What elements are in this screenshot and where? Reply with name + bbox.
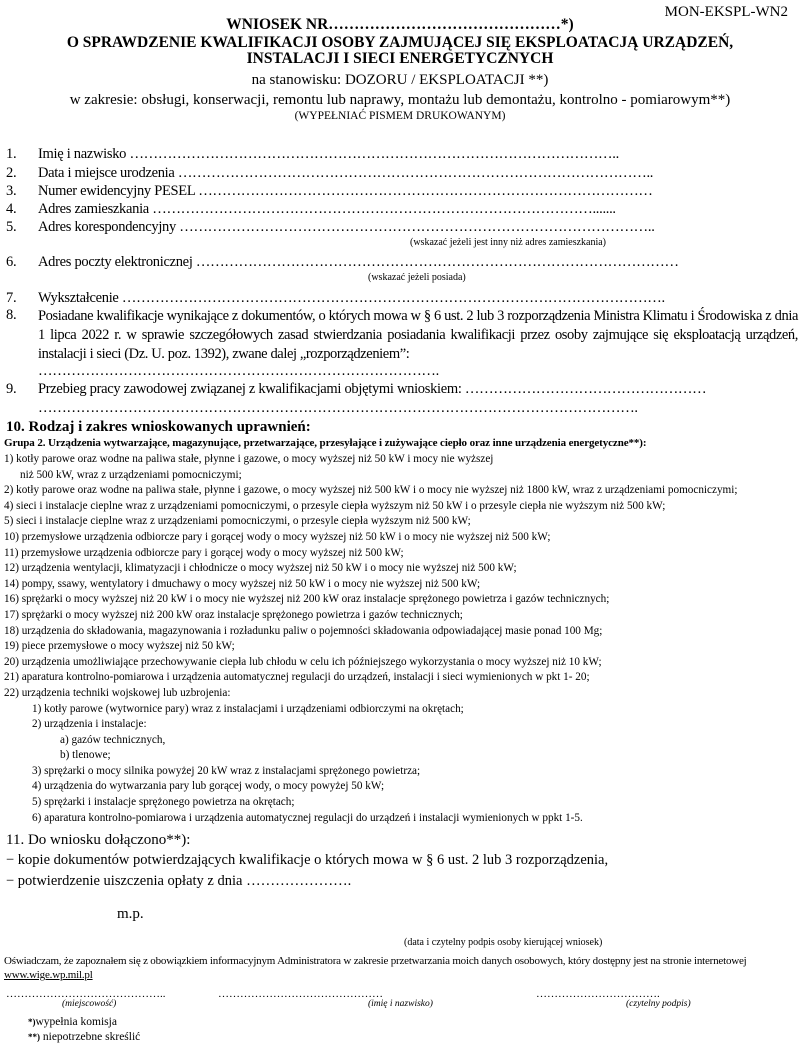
list-item[interactable]: 11) przemysłowe urządzenia odbiorcze pary i gorącej wody o mocy wyższej niż 500 kW;: [4, 546, 404, 559]
stamp-place: m.p.: [117, 906, 144, 922]
caption-signature: (czytelny podpis): [626, 999, 691, 1009]
list-item[interactable]: b) tlenowe;: [60, 749, 111, 762]
list-item[interactable]: 18) urządzenia do składowania, magazynowania i rozładunku paliw o pojemności składowania odpowiadającej masie ponad 100 Mg;: [4, 624, 603, 637]
form-code: MON-EKSPL-WN2: [664, 4, 788, 20]
list-item[interactable]: 5) sprężarki i instalacje sprężonego powietrza na okrętach;: [32, 796, 295, 809]
form-title-number: WNIOSEK NR………………………………………*): [226, 16, 574, 33]
list-item: niż 500 kW, wraz z urządzeniami pomocniczymi;: [20, 468, 242, 481]
list-item[interactable]: 3) sprężarki o mocy silnika powyżej 20 kW wraz z instalacjami sprężonego powietrza;: [32, 764, 421, 777]
footnote-2: **) niepotrzebne skreślić: [28, 1031, 141, 1043]
position-line: na stanowisku: DOZORU / EKSPLOATACJI **): [251, 72, 549, 88]
list-item[interactable]: 1) kotły parowe oraz wodne na paliwa stałe, płynne i gazowe, o mocy wyższej niż 50 kW i mocy nie wyższej: [4, 453, 494, 465]
list-item[interactable]: 21) aparatura kontrolno-pomiarowa i urządzenia automatycznej regulacji do urządzeń, instalacji i sieci wymienionych w pkt 1- 20;: [4, 671, 590, 684]
field-8-number: 8.: [6, 307, 17, 323]
field-work-history[interactable]: Przebieg pracy zawodowej związanej z kwalifikacjami objętymi wnioskiem: ……………………………………………: [38, 381, 707, 397]
list-item[interactable]: 5) sieci i instalacje cieplne wraz z urządzeniami pomocniczymi, o przesyle ciepła wyższym niż 500 kW;: [4, 515, 471, 528]
fill-instruction: (WYPEŁNIAĆ PISMEM DRUKOWANYM): [294, 110, 506, 122]
list-item[interactable]: 20) urządzenia umożliwiające przechowywanie ciepła lub chłodu w celu ich późniejszego wykorzystania o mocy wyższej niż 10 kW;: [4, 655, 602, 668]
group-heading: Grupa 2. Urządzenia wytwarzające, magazynujące, przetwarzające, przesyłające i zużywające ciepło oraz inne urządzenia energetyczne**):: [4, 437, 647, 449]
field-pesel[interactable]: 3. Numer ewidencyjny PESEL ……………………………………………………………………………………: [6, 183, 653, 199]
declaration: Oświadczam, że zapoznałem się z obowiązkiem informacyjnym Administratora w zakresie przetwarzania moich danych osobowych, który dostępny jest na stronie internetowej www.wige.wp.mil.pl: [4, 955, 747, 981]
list-item[interactable]: 1) kotły parowe (wytwornice pary) wraz z instalacjami i urządzeniami odbiorczymi na okrętach;: [32, 702, 464, 715]
field-education[interactable]: 7. Wykształcenie …………………………………………………………………………………………………….: [6, 290, 665, 306]
sign-dots-name[interactable]: ………………………………………: [218, 988, 383, 1000]
note-correspondence: (wskazać jeżeli jest inny niż adres zamieszkania): [410, 237, 607, 248]
scope-line: w zakresie: obsługi, konserwacji, remontu lub naprawy, montażu lub demontażu, kontrolno - pomiarowym**): [69, 92, 731, 108]
field-9-number: 9.: [6, 381, 17, 397]
footnote-1: *)wypełnia komisja: [28, 1016, 117, 1028]
list-item[interactable]: 12) urządzenia wentylacji, klimatyzacji i chłodnicze o mocy wyższej niż 50 kW i o mocy nie wyższej niż 500 kW;: [4, 562, 517, 575]
list-item[interactable]: 22) urządzenia techniki wojskowej lub uzbrojenia:: [4, 686, 231, 699]
field-qualifications: Posiadane kwalifikacje wynikające z dokumentów, o których mowa w § 6 ust. 2 lub 3 rozporządzenia Ministra Klimatu i Środowiska z dnia 1 lipca 2022 r. w sprawie szczegółowych zasad stwierdzania posiadania kwalifikacji przez osoby zajmujące się eksploatacją urządzeń, instalacji i sieci (Dz. U. poz. 1392), zwane dalej „rozporządzeniem”:: [38, 308, 798, 362]
field-name[interactable]: 1. Imię i nazwisko …………………………………………………………………………………………..: [6, 146, 619, 162]
section-11-heading: 11. Do wniosku dołączono**):: [6, 832, 191, 848]
field-work-history-dots[interactable]: ……………………………………………………………………………………………………………….: [38, 400, 638, 416]
list-item[interactable]: 4) urządzenia do wytwarzania pary lub gorącej wody, o mocy powyżej 50 kW;: [32, 780, 385, 793]
attachment-item[interactable]: − kopie dokumentów potwierdzających kwalifikacje o których mowa w § 6 ust. 2 lub 3 rozporządzenia,: [6, 852, 609, 868]
sign-dots-signature[interactable]: …………………………….: [536, 988, 660, 1000]
caption-name: (imię i nazwisko): [368, 999, 433, 1009]
list-item[interactable]: 2) urządzenia i instalacje:: [32, 718, 147, 731]
field-qualifications-dots[interactable]: ………………………………………………………………………….: [38, 363, 439, 379]
section-10-heading: 10. Rodzaj i zakres wnioskowanych uprawnień:: [6, 419, 311, 435]
list-item[interactable]: 19) piece przemysłowe o mocy wyższej niż 50 kW;: [4, 640, 235, 653]
field-email[interactable]: 6. Adres poczty elektronicznej …………………………………………………………………………………………: [6, 254, 679, 270]
website-link[interactable]: www.wige.wp.mil.pl: [4, 969, 93, 981]
list-item[interactable]: 4) sieci i instalacje cieplne wraz z urządzeniami pomocniczymi, o przesyle ciepła wyższym niż 50 kW i o przesyle ciepła nie wyższym niż 500 kW;: [4, 499, 666, 512]
attachment-item[interactable]: − potwierdzenie uiszczenia opłaty z dnia ………………….: [6, 873, 352, 889]
field-birth[interactable]: 2. Data i miejsce urodzenia ………………………………………………………………………………………..: [6, 165, 654, 181]
permissions-list: [4, 452, 796, 826]
note-email: (wskazać jeżeli posiada): [368, 272, 466, 283]
sign-dots-place[interactable]: ……………………………………..: [6, 988, 166, 1000]
form-title: O SPRAWDZENIE KWALIFIKACJI OSOBY ZAJMUJĄCEJ SIĘ EKSPLOATACJĄ URZĄDZEŃ,: [66, 34, 734, 51]
signature-caption: (data i czytelny podpis osoby kierującej wniosek): [404, 937, 603, 948]
list-item[interactable]: 16) sprężarki o mocy wyższej niż 20 kW i o mocy nie wyższej niż 200 kW oraz instalacje sprężonego powietrza i gazów technicznych;: [4, 593, 610, 606]
caption-place: (miejscowość): [62, 999, 117, 1009]
field-correspondence-address[interactable]: 5. Adres korespondencyjny ………………………………………………………………………………………..: [6, 219, 655, 235]
form-title-continued: INSTALACJI I SIECI ENERGETYCZNYCH: [246, 50, 554, 67]
field-address[interactable]: 4. Adres zamieszkania ………………………………………………………………………………….......: [6, 201, 616, 217]
list-item[interactable]: 14) pompy, ssawy, wentylatory i dmuchawy o mocy wyższej niż 50 kW i o mocy nie wyższej niż 500 kW;: [4, 577, 481, 590]
list-item[interactable]: 2) kotły parowe oraz wodne na paliwa stałe, płynne i gazowe, o mocy wyższej niż 500 kW i o mocy nie wyższej niż 1800 kW, wraz z urządzeniami pomocniczymi;: [4, 484, 738, 497]
list-item[interactable]: 10) przemysłowe urządzenia odbiorcze pary i gorącej wody o mocy wyższej niż 50 kW i o mocy nie wyższej niż 500 kW;: [4, 530, 551, 543]
list-item[interactable]: 6) aparatura kontrolno-pomiarowa i urządzenia automatycznej regulacji do urządzeń i instalacji wymienionych w ppkt 1-5.: [32, 811, 583, 824]
list-item[interactable]: a) gazów technicznych,: [60, 733, 166, 746]
list-item[interactable]: 17) sprężarki o mocy wyższej niż 200 kW oraz instalacje sprężonego powietrza i gazów technicznych;: [4, 608, 463, 621]
